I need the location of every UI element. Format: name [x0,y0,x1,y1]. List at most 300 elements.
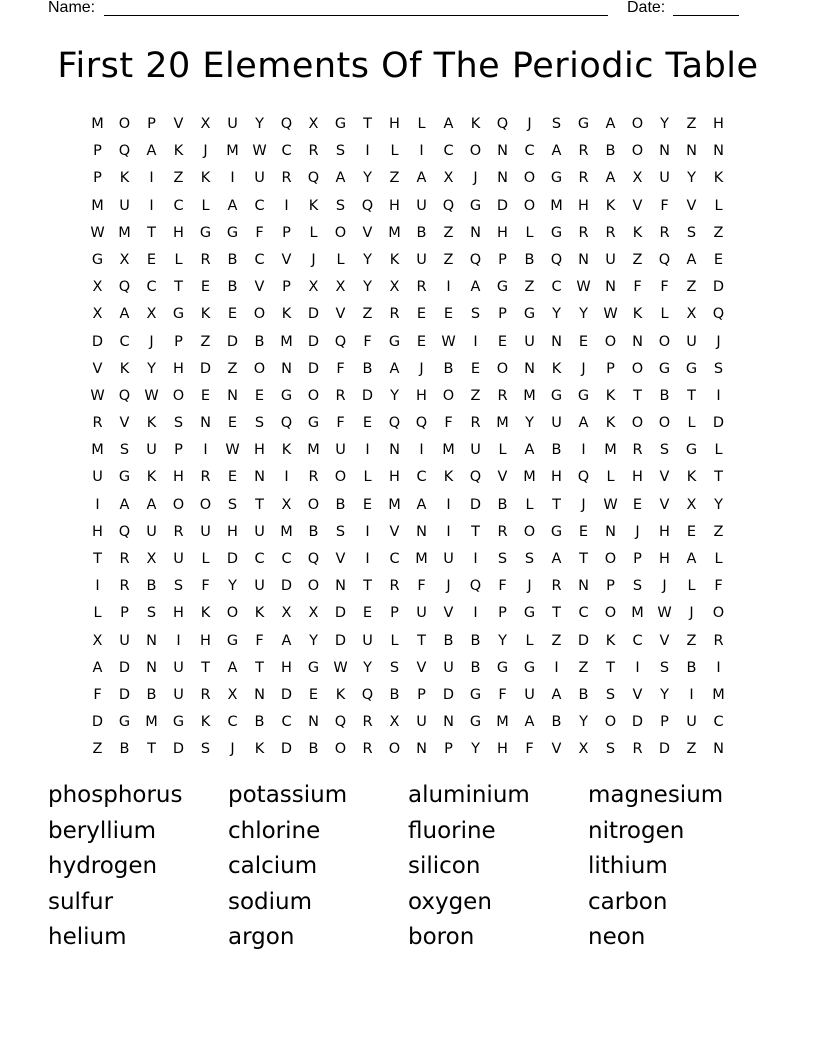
grid-letter[interactable]: V [551,741,562,758]
grid-letter[interactable]: A [227,659,238,676]
grid-letter[interactable]: V [335,306,346,323]
grid-letter[interactable]: T [417,632,426,649]
grid-letter[interactable]: P [498,306,507,323]
grid-letter[interactable]: M [523,469,536,486]
grid-letter[interactable]: A [416,170,427,187]
grid-letter[interactable]: Q [307,551,320,567]
grid-letter[interactable]: S [254,415,265,432]
grid-letter[interactable]: H [497,741,508,758]
grid-letter[interactable]: M [712,686,725,703]
grid-letter[interactable]: M [442,442,455,459]
grid-letter[interactable]: I [203,442,208,459]
grid-letter[interactable]: I [446,279,451,296]
grid-letter[interactable]: D [280,741,293,758]
grid-letter[interactable]: P [390,605,399,622]
grid-letter[interactable]: M [91,116,104,132]
grid-letter[interactable]: U [416,197,427,214]
grid-letter[interactable]: B [605,143,616,160]
grid-letter[interactable]: U [254,523,265,540]
grid-letter[interactable]: W [657,605,672,622]
grid-letter[interactable]: E [497,333,508,350]
grid-letter[interactable]: J [311,251,316,268]
grid-letter[interactable]: D [658,741,671,758]
grid-letter[interactable]: K [713,170,724,187]
grid-letter[interactable]: J [149,333,154,350]
grid-letter[interactable]: T [552,605,561,622]
grid-letter[interactable]: N [497,143,508,160]
grid-letter[interactable]: B [227,279,238,296]
grid-letter[interactable]: Y [309,632,318,649]
grid-letter[interactable]: E [362,496,373,513]
grid-letter[interactable]: L [201,551,210,567]
grid-letter[interactable]: J [527,578,532,595]
grid-letter[interactable]: E [443,306,454,323]
grid-letter[interactable]: R [416,279,427,296]
grid-letter[interactable]: M [118,224,131,241]
grid-letter[interactable]: O [523,197,536,214]
grid-letter[interactable]: Y [579,306,588,323]
grid-letter[interactable]: X [146,306,157,323]
grid-letter[interactable]: Q [280,415,293,432]
grid-letter[interactable]: I [473,605,478,622]
grid-letter[interactable]: F [660,279,669,296]
grid-letter[interactable]: P [417,686,426,703]
grid-letter[interactable]: G [523,605,536,622]
grid-letter[interactable]: G [658,360,671,377]
grid-letter[interactable]: I [284,197,289,214]
grid-letter[interactable]: S [632,578,643,595]
grid-letter[interactable]: U [173,686,184,703]
grid-letter[interactable]: O [253,306,266,323]
grid-letter[interactable]: E [227,415,238,432]
grid-letter[interactable]: E [308,686,319,703]
grid-letter[interactable]: I [554,659,559,676]
grid-letter[interactable]: Z [443,251,454,268]
grid-letter[interactable]: S [605,741,616,758]
grid-letter[interactable]: N [605,279,616,296]
grid-letter[interactable]: H [389,197,400,214]
grid-letter[interactable]: B [254,714,265,731]
grid-letter[interactable]: Y [255,116,264,132]
grid-letter[interactable]: A [416,496,427,513]
grid-letter[interactable]: S [200,741,211,758]
grid-letter[interactable]: N [254,469,265,486]
grid-letter[interactable]: K [551,360,562,377]
grid-letter[interactable]: Z [362,306,373,323]
grid-letter[interactable]: T [255,659,264,676]
grid-letter[interactable]: T [633,387,642,404]
grid-letter[interactable]: R [362,741,373,758]
grid-letter[interactable]: O [469,143,482,160]
grid-letter[interactable]: B [254,333,265,350]
grid-letter[interactable]: Q [469,578,482,595]
grid-letter[interactable]: F [444,415,453,432]
grid-letter[interactable]: W [225,442,240,459]
grid-letter[interactable]: Z [227,360,238,377]
grid-letter[interactable]: X [308,116,319,132]
grid-letter[interactable]: E [632,496,643,513]
grid-letter[interactable]: D [307,306,320,323]
grid-letter[interactable]: Y [147,360,156,377]
grid-letter[interactable]: O [712,605,725,622]
grid-letter[interactable]: W [333,659,348,676]
grid-letter[interactable]: G [307,415,320,432]
grid-letter[interactable]: U [119,197,130,214]
grid-letter[interactable]: E [362,415,373,432]
grid-letter[interactable]: K [200,170,211,187]
grid-letter[interactable]: F [93,686,102,703]
grid-letter[interactable]: C [524,143,535,160]
grid-letter[interactable]: K [632,224,643,241]
grid-letter[interactable]: W [144,387,159,404]
grid-letter[interactable]: Q [712,306,725,323]
grid-letter[interactable]: J [581,360,586,377]
grid-letter[interactable]: N [551,333,562,350]
grid-letter[interactable]: O [388,741,401,758]
grid-letter[interactable]: O [226,605,239,622]
grid-letter[interactable]: A [335,170,346,187]
grid-letter[interactable]: T [606,659,615,676]
grid-letter[interactable]: R [389,306,400,323]
grid-letter[interactable]: X [686,306,697,323]
grid-letter[interactable]: X [146,551,157,567]
grid-letter[interactable]: Q [118,387,131,404]
grid-letter[interactable]: X [335,279,346,296]
grid-letter[interactable]: V [281,251,292,268]
grid-letter[interactable]: S [173,415,184,432]
grid-letter[interactable]: C [281,143,292,160]
grid-letter[interactable]: Z [551,632,562,649]
grid-letter[interactable]: X [227,686,238,703]
grid-letter[interactable]: X [200,116,211,132]
grid-letter[interactable]: T [471,523,480,540]
grid-letter[interactable]: J [689,605,694,622]
grid-letter[interactable]: H [254,442,265,459]
grid-letter[interactable]: V [443,605,454,622]
grid-letter[interactable]: S [659,442,670,459]
grid-letter[interactable]: Y [579,714,588,731]
grid-letter[interactable]: T [147,741,156,758]
grid-letter[interactable]: O [523,523,536,540]
grid-letter[interactable]: K [254,605,265,622]
grid-letter[interactable]: A [119,496,130,513]
grid-letter[interactable]: J [230,741,235,758]
grid-letter[interactable]: A [605,116,616,132]
grid-letter[interactable]: R [362,714,373,731]
grid-letter[interactable]: T [201,659,210,676]
grid-letter[interactable]: L [714,551,723,567]
grid-letter[interactable]: M [226,143,239,160]
grid-letter[interactable]: E [686,523,697,540]
grid-letter[interactable]: Y [498,632,507,649]
grid-letter[interactable]: E [578,333,589,350]
grid-letter[interactable]: G [523,659,536,676]
grid-letter[interactable]: C [632,632,643,649]
grid-letter[interactable]: W [90,387,105,404]
grid-letter[interactable]: Y [390,387,399,404]
grid-letter[interactable]: S [605,686,616,703]
grid-letter[interactable]: U [254,578,265,595]
grid-letter[interactable]: B [551,714,562,731]
grid-letter[interactable]: R [497,387,508,404]
grid-letter[interactable]: G [172,714,185,731]
grid-letter[interactable]: K [335,686,346,703]
name-field[interactable] [104,15,608,16]
grid-letter[interactable]: N [254,686,265,703]
grid-letter[interactable]: I [365,523,370,540]
grid-letter[interactable]: D [226,551,239,567]
grid-letter[interactable]: O [604,551,617,567]
grid-letter[interactable]: L [687,578,696,595]
grid-letter[interactable]: V [92,360,103,377]
grid-letter[interactable]: H [281,659,292,676]
grid-letter[interactable]: A [524,442,535,459]
grid-letter[interactable]: B [362,360,373,377]
grid-letter[interactable]: Z [632,251,643,268]
grid-letter[interactable]: H [173,605,184,622]
grid-letter[interactable]: G [496,659,509,676]
grid-letter[interactable]: Q [118,143,131,160]
grid-letter[interactable]: N [416,523,427,540]
grid-letter[interactable]: O [307,578,320,595]
grid-letter[interactable]: V [416,659,427,676]
grid-letter[interactable]: P [282,279,291,296]
grid-letter[interactable]: B [227,251,238,268]
grid-letter[interactable]: N [416,741,427,758]
grid-letter[interactable]: U [335,442,346,459]
grid-letter[interactable]: T [363,578,372,595]
grid-letter[interactable]: B [524,251,535,268]
grid-letter[interactable]: X [308,279,319,296]
grid-letter[interactable]: Y [471,741,480,758]
grid-letter[interactable]: U [443,659,454,676]
grid-letter[interactable]: B [416,224,427,241]
grid-letter[interactable]: P [174,333,183,350]
grid-letter[interactable]: R [551,578,562,595]
grid-letter[interactable]: S [335,197,346,214]
grid-letter[interactable]: U [605,251,616,268]
grid-letter[interactable]: D [334,632,347,649]
grid-letter[interactable]: I [230,170,235,187]
grid-letter[interactable]: D [226,333,239,350]
grid-letter[interactable]: D [442,686,455,703]
grid-letter[interactable]: V [362,224,373,241]
grid-letter[interactable]: Q [550,251,563,268]
grid-letter[interactable]: I [581,442,586,459]
grid-letter[interactable]: R [335,387,346,404]
grid-letter[interactable]: Z [92,741,103,758]
grid-letter[interactable]: B [146,686,157,703]
grid-letter[interactable]: S [389,659,400,676]
grid-letter[interactable]: P [147,116,156,132]
grid-letter[interactable]: N [686,143,697,160]
grid-letter[interactable]: Z [686,116,697,132]
grid-letter[interactable]: K [200,714,211,731]
grid-letter[interactable]: K [686,469,697,486]
grid-letter[interactable]: K [443,469,454,486]
grid-letter[interactable]: K [605,415,616,432]
grid-letter[interactable]: M [91,197,104,214]
grid-letter[interactable]: N [470,224,481,241]
grid-letter[interactable]: H [200,632,211,649]
grid-letter[interactable]: P [633,551,642,567]
grid-letter[interactable]: Y [552,306,561,323]
grid-letter[interactable]: K [605,632,616,649]
grid-letter[interactable]: X [281,496,292,513]
grid-letter[interactable]: N [146,632,157,649]
grid-letter[interactable]: B [308,523,319,540]
grid-letter[interactable]: L [660,306,669,323]
grid-letter[interactable]: Z [713,523,724,540]
grid-letter[interactable]: Q [118,279,131,296]
grid-letter[interactable]: N [443,714,454,731]
grid-letter[interactable]: U [659,170,670,187]
grid-letter[interactable]: P [498,605,507,622]
grid-letter[interactable]: U [416,251,427,268]
grid-letter[interactable]: H [713,116,724,132]
grid-letter[interactable]: N [713,741,724,758]
grid-letter[interactable]: L [606,469,615,486]
grid-letter[interactable]: F [417,578,426,595]
grid-letter[interactable]: I [284,469,289,486]
grid-letter[interactable]: E [227,306,238,323]
grid-letter[interactable]: G [550,170,563,187]
grid-letter[interactable]: G [550,387,563,404]
grid-letter[interactable]: K [146,469,157,486]
grid-letter[interactable]: L [390,143,399,160]
grid-letter[interactable]: T [363,116,372,132]
grid-letter[interactable]: J [527,116,532,132]
grid-letter[interactable]: N [200,415,211,432]
grid-letter[interactable]: G [577,116,590,132]
grid-letter[interactable]: F [201,578,210,595]
grid-letter[interactable]: Z [443,224,454,241]
grid-letter[interactable]: U [686,333,697,350]
grid-letter[interactable]: R [200,686,211,703]
grid-letter[interactable]: G [685,360,698,377]
grid-letter[interactable]: E [416,333,427,350]
grid-letter[interactable]: B [659,387,670,404]
grid-letter[interactable]: M [523,387,536,404]
grid-letter[interactable]: P [174,442,183,459]
grid-letter[interactable]: C [119,333,130,350]
grid-letter[interactable]: R [200,251,211,268]
grid-letter[interactable]: N [713,143,724,160]
grid-letter[interactable]: C [173,197,184,214]
grid-letter[interactable]: D [91,333,104,350]
grid-letter[interactable]: E [200,279,211,296]
grid-letter[interactable]: C [146,279,157,296]
grid-letter[interactable]: I [716,387,721,404]
grid-letter[interactable]: B [470,632,481,649]
grid-letter[interactable]: I [446,496,451,513]
grid-letter[interactable]: E [146,251,157,268]
grid-letter[interactable]: G [685,442,698,459]
grid-letter[interactable]: P [93,143,102,160]
grid-letter[interactable]: G [118,714,131,731]
grid-letter[interactable]: O [631,116,644,132]
grid-letter[interactable]: B [308,741,319,758]
grid-letter[interactable]: P [606,360,615,377]
grid-letter[interactable]: P [282,224,291,241]
grid-letter[interactable]: U [119,632,130,649]
grid-letter[interactable]: A [605,170,616,187]
grid-letter[interactable]: R [632,741,643,758]
grid-letter[interactable]: X [92,306,103,323]
grid-letter[interactable]: H [173,224,184,241]
grid-letter[interactable]: N [227,387,238,404]
grid-letter[interactable]: A [686,551,697,567]
grid-letter[interactable]: N [335,578,346,595]
grid-letter[interactable]: Q [442,197,455,214]
grid-letter[interactable]: R [119,551,130,567]
grid-letter[interactable]: Y [660,686,669,703]
grid-letter[interactable]: Z [470,387,481,404]
grid-letter[interactable]: L [309,224,318,241]
grid-letter[interactable]: K [200,306,211,323]
grid-letter[interactable]: Z [200,333,211,350]
grid-letter[interactable]: T [147,224,156,241]
grid-letter[interactable]: H [92,523,103,540]
grid-letter[interactable]: E [470,360,481,377]
grid-letter[interactable]: L [525,632,534,649]
grid-letter[interactable]: H [632,469,643,486]
grid-letter[interactable]: M [280,523,293,540]
grid-letter[interactable]: Q [577,469,590,486]
grid-letter[interactable]: A [524,714,535,731]
grid-letter[interactable]: I [419,143,424,160]
grid-letter[interactable]: A [551,143,562,160]
grid-letter[interactable]: Q [361,686,374,703]
grid-letter[interactable]: O [523,170,536,187]
grid-letter[interactable]: V [632,686,643,703]
grid-letter[interactable]: I [635,659,640,676]
grid-letter[interactable]: X [443,170,454,187]
grid-letter[interactable]: N [389,442,400,459]
grid-letter[interactable]: C [713,714,724,731]
grid-letter[interactable]: D [631,714,644,731]
grid-letter[interactable]: P [93,170,102,187]
grid-letter[interactable]: K [470,116,481,132]
grid-letter[interactable]: C [443,143,454,160]
grid-letter[interactable]: L [714,442,723,459]
grid-letter[interactable]: R [659,224,670,241]
grid-letter[interactable]: N [578,251,589,268]
grid-letter[interactable]: X [389,714,400,731]
grid-letter[interactable]: R [173,523,184,540]
grid-letter[interactable]: G [226,224,239,241]
grid-letter[interactable]: P [660,714,669,731]
grid-letter[interactable]: B [443,360,454,377]
grid-letter[interactable]: U [470,442,481,459]
grid-letter[interactable]: P [444,741,453,758]
grid-letter[interactable]: O [118,116,131,132]
grid-letter[interactable]: F [498,686,507,703]
grid-letter[interactable]: Z [173,170,184,187]
grid-letter[interactable]: G [469,686,482,703]
grid-letter[interactable]: B [578,686,589,703]
grid-letter[interactable]: X [578,741,589,758]
grid-letter[interactable]: M [496,714,509,731]
grid-letter[interactable]: D [577,632,590,649]
grid-letter[interactable]: L [687,415,696,432]
grid-letter[interactable]: M [631,605,644,622]
grid-letter[interactable]: Q [415,415,428,432]
grid-letter[interactable]: T [93,551,102,567]
grid-letter[interactable]: J [635,523,640,540]
grid-letter[interactable]: Y [363,251,372,268]
grid-letter[interactable]: R [200,469,211,486]
